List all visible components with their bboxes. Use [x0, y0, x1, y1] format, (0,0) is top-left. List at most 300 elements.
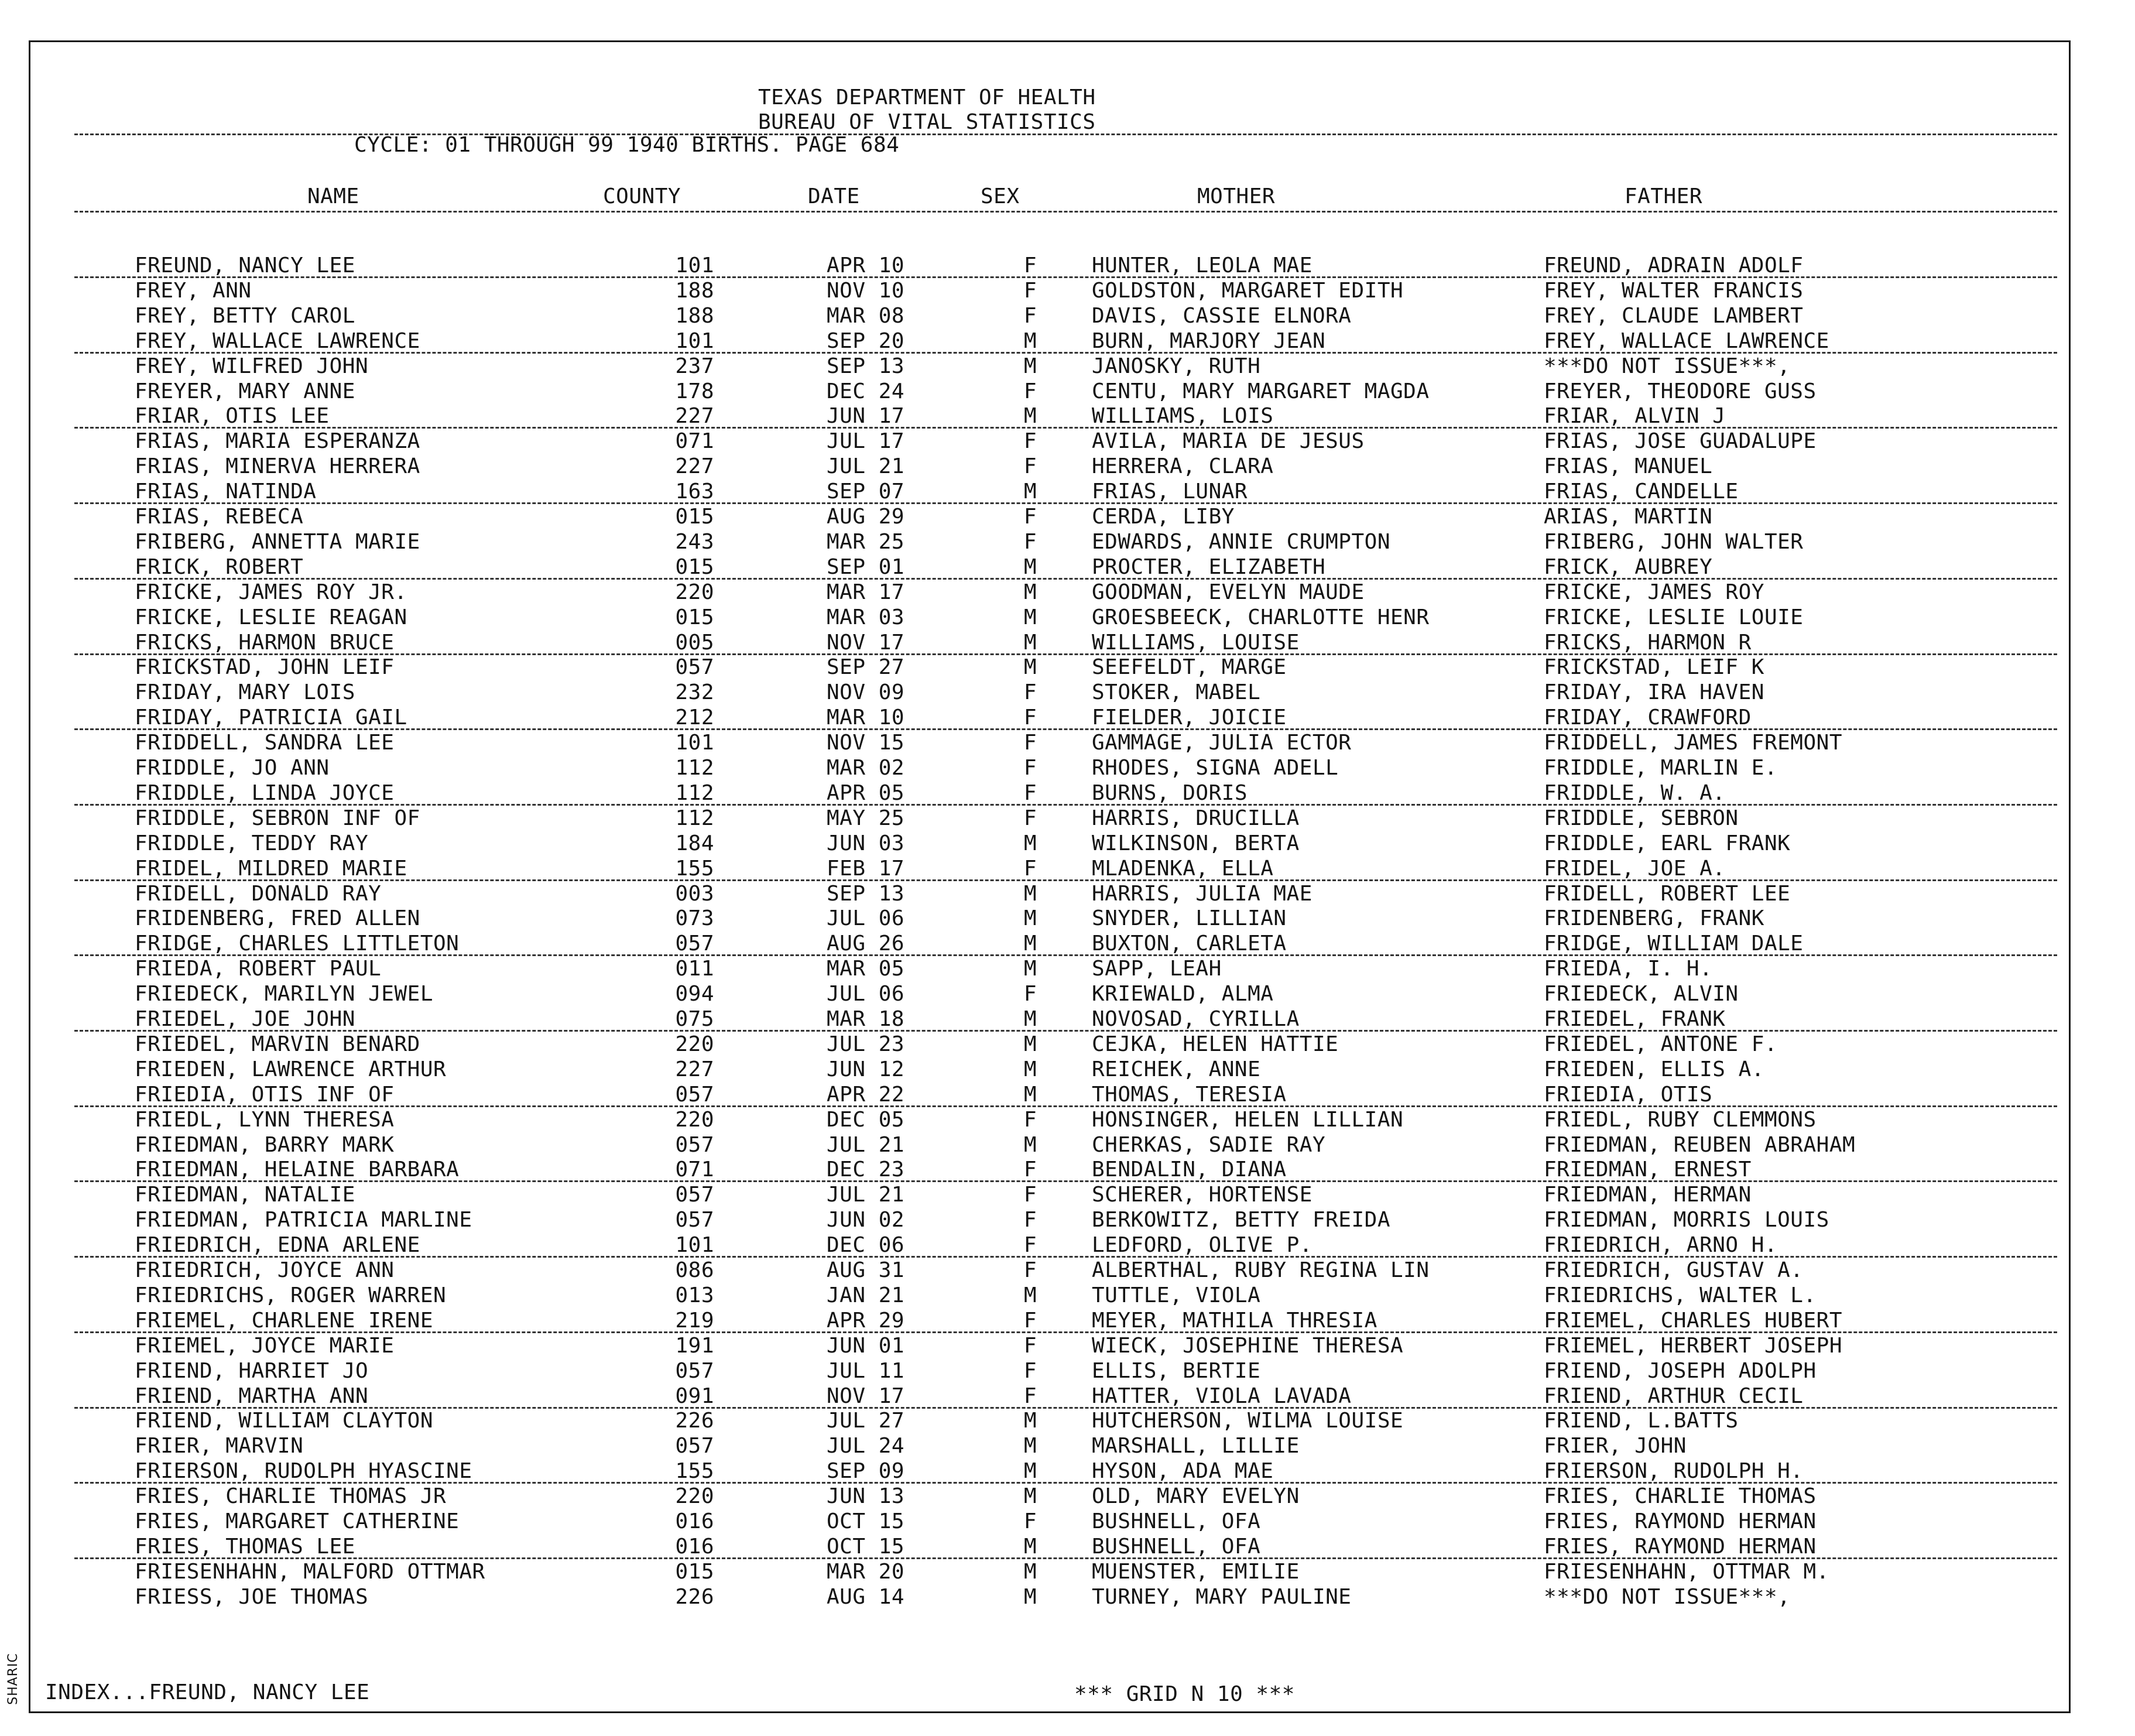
cell-mother: GOLDSTON, MARGARET EDITH [1092, 278, 1404, 303]
row-divider [74, 352, 2057, 354]
row-divider [74, 1256, 2057, 1258]
table-row [30, 1033, 2069, 1057]
side-label: SHARIC [5, 1653, 20, 1705]
cell-mother: THOMAS, TERESIA [1092, 1082, 1287, 1107]
cell-sex: F [1023, 1233, 1037, 1258]
cell-date: SEP 20 [827, 328, 905, 353]
cell-date: MAR 10 [827, 706, 905, 730]
cell-county: 101 [675, 328, 714, 353]
row-divider [74, 954, 2057, 956]
table-row [30, 304, 2069, 329]
cell-name: FRIBERG, ANNETTA MARIE [135, 529, 420, 554]
cell-father: ARIAS, MARTIN [1544, 505, 1713, 529]
table-row [30, 530, 2069, 555]
cell-sex: F [1023, 379, 1037, 403]
cell-sex: M [1023, 831, 1037, 855]
cell-father: FRIES, RAYMOND HERMAN [1544, 1509, 1817, 1533]
cell-father: FRIEDEN, ELLIS A. [1544, 1057, 1764, 1081]
cell-date: JUN 03 [827, 831, 905, 855]
cell-sex: F [1023, 1308, 1037, 1333]
cell-name: FRIER, MARVIN [135, 1434, 304, 1458]
row-divider [74, 1482, 2057, 1484]
cell-mother: SAPP, LEAH [1092, 957, 1222, 981]
cell-date: AUG 14 [827, 1584, 905, 1609]
cell-sex: F [1023, 278, 1037, 303]
cell-father: FRICKSTAD, LEIF K [1544, 655, 1764, 680]
cell-date: JUL 21 [827, 1132, 905, 1157]
cell-sex: M [1023, 354, 1037, 378]
cell-father: FRIDENBERG, FRANK [1544, 906, 1764, 931]
cell-date: JUL 24 [827, 1434, 905, 1458]
cell-county: 155 [675, 856, 714, 881]
cell-father: FRIDAY, IRA HAVEN [1544, 680, 1764, 705]
cell-mother: WILLIAMS, LOUISE [1092, 630, 1300, 655]
table-row [30, 1586, 2069, 1610]
cell-father: ***DO NOT ISSUE***, [1544, 354, 1791, 378]
cell-father: FRIEDMAN, REUBEN ABRAHAM [1544, 1132, 1856, 1157]
cell-date: MAR 20 [827, 1559, 905, 1584]
cell-county: 057 [675, 932, 714, 956]
cell-sex: M [1023, 932, 1037, 956]
cell-sex: F [1023, 756, 1037, 780]
cell-mother: ALBERTHAL, RUBY REGINA LIN [1092, 1258, 1430, 1282]
cell-father: FRIEDRICHS, WALTER L. [1544, 1283, 1817, 1307]
cell-date: APR 29 [827, 1308, 905, 1333]
cell-father: FRICKE, LESLIE LOUIE [1544, 605, 1804, 629]
cell-mother: GAMMAGE, JULIA ECTOR [1092, 731, 1352, 755]
cell-name: FRIEND, HARRIET JO [135, 1358, 369, 1383]
cell-county: 227 [675, 404, 714, 429]
cell-county: 220 [675, 1484, 714, 1509]
cell-father: FRICKE, JAMES ROY [1544, 580, 1764, 604]
table-row [30, 907, 2069, 932]
cell-date: JUL 21 [827, 1183, 905, 1207]
cell-date: SEP 01 [827, 554, 905, 579]
cell-mother: BUXTON, CARLETA [1092, 932, 1287, 956]
cell-father: FREYER, THEODORE GUSS [1544, 379, 1817, 403]
cell-mother: RHODES, SIGNA ADELL [1092, 756, 1339, 780]
cell-mother: BURNS, DORIS [1092, 780, 1248, 805]
cell-mother: MLADENKA, ELLA [1092, 856, 1274, 881]
table-row [30, 405, 2069, 429]
cell-mother: FRIAS, LUNAR [1092, 480, 1248, 504]
cell-father: FRIEDRICH, ARNO H. [1544, 1233, 1778, 1258]
cell-sex: M [1023, 1459, 1037, 1484]
cell-county: 015 [675, 1559, 714, 1584]
cell-mother: BURN, MARJORY JEAN [1092, 328, 1326, 353]
cell-county: 011 [675, 957, 714, 981]
table-row [30, 1234, 2069, 1258]
cell-father: FRIDDELL, JAMES FREMONT [1544, 731, 1842, 755]
cell-mother: HARRIS, JULIA MAE [1092, 881, 1312, 906]
table-row [30, 455, 2069, 480]
cell-date: APR 05 [827, 780, 905, 805]
cell-sex: M [1023, 1007, 1037, 1031]
cell-date: SEP 09 [827, 1459, 905, 1484]
cell-date: SEP 13 [827, 354, 905, 378]
cell-county: 220 [675, 1032, 714, 1056]
cell-date: AUG 26 [827, 932, 905, 956]
table-row [30, 1134, 2069, 1158]
cell-mother: CEJKA, HELEN HATTIE [1092, 1032, 1339, 1056]
cell-county: 188 [675, 303, 714, 328]
column-header-rule [74, 211, 2057, 213]
cell-county: 227 [675, 454, 714, 479]
row-divider [74, 276, 2057, 278]
cell-father: FRIDDLE, SEBRON [1544, 806, 1739, 830]
cell-county: 112 [675, 780, 714, 805]
table-row [30, 1434, 2069, 1459]
table-row [30, 1385, 2069, 1409]
cell-mother: KRIEWALD, ALMA [1092, 982, 1274, 1006]
table-row [30, 1360, 2069, 1384]
cell-date: JUL 21 [827, 454, 905, 479]
column-header-mother: MOTHER [1197, 184, 1276, 208]
cell-name: FRIES, THOMAS LEE [135, 1534, 355, 1559]
table-row [30, 1535, 2069, 1560]
cell-county: 057 [675, 1358, 714, 1383]
row-divider [74, 427, 2057, 429]
table-row [30, 1309, 2069, 1334]
cell-sex: M [1023, 480, 1037, 504]
cell-name: FRIEND, MARTHA ANN [135, 1384, 369, 1408]
table-row [30, 957, 2069, 982]
cell-sex: F [1023, 706, 1037, 730]
row-divider [74, 804, 2057, 806]
cell-name: FRIEDECK, MARILYN JEWEL [135, 982, 433, 1006]
cell-sex: F [1023, 1158, 1037, 1182]
cell-date: DEC 05 [827, 1107, 905, 1132]
table-row [30, 1208, 2069, 1233]
cell-county: 101 [675, 1233, 714, 1258]
cell-sex: M [1023, 1057, 1037, 1081]
cell-sex: M [1023, 1409, 1037, 1433]
cell-father: FRIEND, L.BATTS [1544, 1409, 1739, 1433]
row-divider [74, 1331, 2057, 1333]
column-header-date: DATE [808, 184, 860, 208]
cell-mother: SNYDER, LILLIAN [1092, 906, 1287, 931]
cell-father: FRIEDMAN, HERMAN [1544, 1183, 1752, 1207]
cell-county: 015 [675, 505, 714, 529]
cell-father: FRIESENHAHN, OTTMAR M. [1544, 1559, 1829, 1584]
cell-father: FRIDEL, JOE A. [1544, 856, 1726, 881]
cell-mother: HUTCHERSON, WILMA LOUISE [1092, 1409, 1404, 1433]
cell-county: 101 [675, 731, 714, 755]
cell-name: FRIEDEL, MARVIN BENARD [135, 1032, 420, 1056]
cell-date: JUN 13 [827, 1484, 905, 1509]
cell-county: 112 [675, 756, 714, 780]
cell-sex: M [1023, 1082, 1037, 1107]
cell-county: 155 [675, 1459, 714, 1484]
cell-sex: F [1023, 806, 1037, 830]
cell-father: FREY, WALLACE LAWRENCE [1544, 328, 1829, 353]
row-divider [74, 1105, 2057, 1107]
cell-mother: CENTU, MARY MARGARET MAGDA [1092, 379, 1430, 403]
cell-sex: M [1023, 404, 1037, 429]
cell-father: FRIDDLE, EARL FRANK [1544, 831, 1791, 855]
cell-date: NOV 09 [827, 680, 905, 705]
cell-sex: F [1023, 1183, 1037, 1207]
table-row [30, 1008, 2069, 1032]
footer-grid: *** GRID N 10 *** [1074, 1682, 1295, 1706]
cell-date: NOV 10 [827, 278, 905, 303]
cell-date: DEC 06 [827, 1233, 905, 1258]
cell-mother: BENDALIN, DIANA [1092, 1158, 1287, 1182]
cell-date: NOV 15 [827, 731, 905, 755]
table-row [30, 882, 2069, 907]
cell-mother: HUNTER, LEOLA MAE [1092, 254, 1312, 278]
cell-county: 184 [675, 831, 714, 855]
cell-mother: OLD, MARY EVELYN [1092, 1484, 1300, 1509]
cell-county: 073 [675, 906, 714, 931]
cell-county: 220 [675, 580, 714, 604]
cell-county: 227 [675, 1057, 714, 1081]
cell-sex: F [1023, 1107, 1037, 1132]
cycle-line: CYCLE: 01 THROUGH 99 1940 BIRTHS. PAGE 684 [354, 133, 900, 157]
cell-name: FRIAS, NATINDA [135, 480, 317, 504]
cell-sex: M [1023, 580, 1037, 604]
row-divider [74, 728, 2057, 730]
table-row [30, 656, 2069, 680]
cell-father: FRIAS, CANDELLE [1544, 480, 1739, 504]
cell-father: FRIEDEL, ANTONE F. [1544, 1032, 1778, 1056]
cell-date: JUL 06 [827, 982, 905, 1006]
cell-name: FRIEDEN, LAWRENCE ARTHUR [135, 1057, 447, 1081]
table-row [30, 556, 2069, 580]
cell-date: NOV 17 [827, 630, 905, 655]
cell-mother: PROCTER, ELIZABETH [1092, 554, 1326, 579]
cell-county: 016 [675, 1509, 714, 1533]
cell-name: FRICKE, JAMES ROY JR. [135, 580, 407, 604]
cell-name: FRIEDRICH, EDNA ARLENE [135, 1233, 420, 1258]
cell-sex: M [1023, 328, 1037, 353]
cell-name: FRIESS, JOE THOMAS [135, 1584, 369, 1609]
cell-date: JUL 23 [827, 1032, 905, 1056]
cell-name: FRIEDRICHS, ROGER WARREN [135, 1283, 447, 1307]
cell-name: FRICKSTAD, JOHN LEIF [135, 655, 395, 680]
cell-mother: JANOSKY, RUTH [1092, 354, 1261, 378]
cell-mother: GROESBEECK, CHARLOTTE HENR [1092, 605, 1430, 629]
cell-name: FRIEDL, LYNN THERESA [135, 1107, 395, 1132]
cell-father: FRIDELL, ROBERT LEE [1544, 881, 1791, 906]
cell-father: FREY, WALTER FRANCIS [1544, 278, 1804, 303]
cell-name: FRIAS, REBECA [135, 505, 304, 529]
table-row [30, 756, 2069, 781]
cell-father: FREY, CLAUDE LAMBERT [1544, 303, 1804, 328]
cell-county: 086 [675, 1258, 714, 1282]
cell-mother: GOODMAN, EVELYN MAUDE [1092, 580, 1365, 604]
cell-mother: WILKINSON, BERTA [1092, 831, 1300, 855]
table-row [30, 1334, 2069, 1359]
cell-county: 220 [675, 1107, 714, 1132]
cell-father: FRIEDMAN, ERNEST [1544, 1158, 1752, 1182]
cell-name: FRIES, MARGARET CATHERINE [135, 1509, 460, 1533]
table-row [30, 631, 2069, 656]
cell-county: 057 [675, 1132, 714, 1157]
table-row [30, 1058, 2069, 1083]
cell-sex: F [1023, 1509, 1037, 1533]
table-row [30, 1259, 2069, 1283]
table-row [30, 330, 2069, 354]
cell-sex: F [1023, 1208, 1037, 1232]
cell-date: AUG 29 [827, 505, 905, 529]
cell-county: 015 [675, 605, 714, 629]
column-header-father: FATHER [1625, 184, 1703, 208]
cell-sex: M [1023, 554, 1037, 579]
cell-county: 243 [675, 529, 714, 554]
cell-county: 057 [675, 1183, 714, 1207]
cell-date: MAR 25 [827, 529, 905, 554]
cell-sex: F [1023, 1358, 1037, 1383]
table-row [30, 782, 2069, 806]
cell-sex: M [1023, 1534, 1037, 1559]
cell-name: FRICKE, LESLIE REAGAN [135, 605, 407, 629]
table-row [30, 1083, 2069, 1108]
row-divider [74, 502, 2057, 504]
cell-name: FRIDGE, CHARLES LITTLETON [135, 932, 460, 956]
cell-mother: MARSHALL, LILLIE [1092, 1434, 1300, 1458]
cell-father: FRIDDLE, W. A. [1544, 780, 1726, 805]
cell-name: FREY, ANN [135, 278, 252, 303]
cell-sex: F [1023, 856, 1037, 881]
cell-mother: HERRERA, CLARA [1092, 454, 1274, 479]
cell-father: FRIBERG, JOHN WALTER [1544, 529, 1804, 554]
cell-father: FRIEND, JOSEPH ADOLPH [1544, 1358, 1817, 1383]
cell-date: SEP 13 [827, 881, 905, 906]
table-row [30, 681, 2069, 706]
cell-name: FRIDDELL, SANDRA LEE [135, 731, 395, 755]
cell-date: DEC 24 [827, 379, 905, 403]
cell-sex: M [1023, 1559, 1037, 1584]
cell-mother: STOKER, MABEL [1092, 680, 1261, 705]
cell-name: FRIEND, WILLIAM CLAYTON [135, 1409, 433, 1433]
cell-date: OCT 15 [827, 1509, 905, 1533]
cell-sex: M [1023, 1434, 1037, 1458]
column-header-county: COUNTY [603, 184, 681, 208]
cell-sex: F [1023, 731, 1037, 755]
cell-mother: NOVOSAD, CYRILLA [1092, 1007, 1300, 1031]
cell-name: FRIAS, MARIA ESPERANZA [135, 429, 420, 454]
cell-name: FRIAR, OTIS LEE [135, 404, 330, 429]
column-header-sex: SEX [981, 184, 1020, 208]
cell-name: FRICK, ROBERT [135, 554, 304, 579]
table-row [30, 1460, 2069, 1484]
cell-sex: M [1023, 881, 1037, 906]
cell-father: FRIAR, ALVIN J [1544, 404, 1726, 429]
cell-date: MAR 18 [827, 1007, 905, 1031]
cell-county: 091 [675, 1384, 714, 1408]
cell-sex: M [1023, 1584, 1037, 1609]
table-row [30, 807, 2069, 831]
cell-name: FRIEDIA, OTIS INF OF [135, 1082, 395, 1107]
cell-county: 003 [675, 881, 714, 906]
cell-father: FRIEMEL, CHARLES HUBERT [1544, 1308, 1842, 1333]
table-row [30, 279, 2069, 304]
cell-name: FREY, WILFRED JOHN [135, 354, 369, 378]
table-row [30, 857, 2069, 882]
cell-county: 013 [675, 1283, 714, 1307]
cell-mother: TURNEY, MARY PAULINE [1092, 1584, 1352, 1609]
cell-name: FRIERSON, RUDOLPH HYASCINE [135, 1459, 472, 1484]
cell-date: MAR 03 [827, 605, 905, 629]
cell-county: 057 [675, 1434, 714, 1458]
cell-county: 232 [675, 680, 714, 705]
cell-mother: DAVIS, CASSIE ELNORA [1092, 303, 1352, 328]
cell-county: 057 [675, 1082, 714, 1107]
cell-mother: FIELDER, JOICIE [1092, 706, 1287, 730]
cell-name: FRIEDMAN, PATRICIA MARLINE [135, 1208, 472, 1232]
cell-father: FRIEND, ARTHUR CECIL [1544, 1384, 1804, 1408]
cell-sex: F [1023, 429, 1037, 454]
table-row [30, 1108, 2069, 1133]
cell-county: 226 [675, 1584, 714, 1609]
cell-date: JUL 06 [827, 906, 905, 931]
cell-father: FRICK, AUBREY [1544, 554, 1713, 579]
cell-mother: SEEFELDT, MARGE [1092, 655, 1287, 680]
cell-father: FRIDGE, WILLIAM DALE [1544, 932, 1804, 956]
cell-date: MAR 08 [827, 303, 905, 328]
table-row [30, 430, 2069, 454]
cell-date: APR 10 [827, 254, 905, 278]
row-divider [74, 653, 2057, 655]
cell-sex: M [1023, 1484, 1037, 1509]
table-row [30, 832, 2069, 857]
cell-sex: F [1023, 454, 1037, 479]
cell-name: FRIDDLE, LINDA JOYCE [135, 780, 395, 805]
table-row [30, 1485, 2069, 1509]
cell-sex: M [1023, 630, 1037, 655]
cell-name: FRIEMEL, CHARLENE IRENE [135, 1308, 433, 1333]
cell-name: FRIEDMAN, NATALIE [135, 1183, 355, 1207]
cell-date: NOV 17 [827, 1384, 905, 1408]
row-divider [74, 1030, 2057, 1032]
cell-name: FRIDEL, MILDRED MARIE [135, 856, 407, 881]
cell-father: FRICKS, HARMON R [1544, 630, 1752, 655]
cell-name: FRIDDLE, JO ANN [135, 756, 330, 780]
cell-name: FRIDAY, MARY LOIS [135, 680, 355, 705]
row-divider [74, 578, 2057, 580]
cell-sex: F [1023, 303, 1037, 328]
cell-father: ***DO NOT ISSUE***, [1544, 1584, 1791, 1609]
cell-father: FRIDDLE, MARLIN E. [1544, 756, 1778, 780]
cell-name: FRIDELL, DONALD RAY [135, 881, 382, 906]
cell-date: JUL 11 [827, 1358, 905, 1383]
cell-sex: M [1023, 1132, 1037, 1157]
cell-name: FRIAS, MINERVA HERRERA [135, 454, 420, 479]
cell-mother: CHERKAS, SADIE RAY [1092, 1132, 1326, 1157]
footer-index: INDEX...FREUND, NANCY LEE [45, 1680, 370, 1704]
cell-father: FRIER, JOHN [1544, 1434, 1687, 1458]
cell-date: JUN 17 [827, 404, 905, 429]
row-divider [74, 1180, 2057, 1182]
cell-mother: ELLIS, BERTIE [1092, 1358, 1261, 1383]
cell-county: 057 [675, 1208, 714, 1232]
cell-father: FRIEMEL, HERBERT JOSEPH [1544, 1333, 1842, 1358]
cell-date: AUG 31 [827, 1258, 905, 1282]
cell-name: FRIEMEL, JOYCE MARIE [135, 1333, 395, 1358]
table-row [30, 1284, 2069, 1309]
cell-county: 101 [675, 254, 714, 278]
cell-county: 057 [675, 655, 714, 680]
cell-date: SEP 27 [827, 655, 905, 680]
cell-county: 075 [675, 1007, 714, 1031]
row-divider [74, 1557, 2057, 1559]
cell-name: FRIDENBERG, FRED ALLEN [135, 906, 420, 931]
cell-father: FRIES, CHARLIE THOMAS [1544, 1484, 1817, 1509]
cell-sex: F [1023, 505, 1037, 529]
table-row [30, 1409, 2069, 1434]
cell-date: JUN 01 [827, 1333, 905, 1358]
